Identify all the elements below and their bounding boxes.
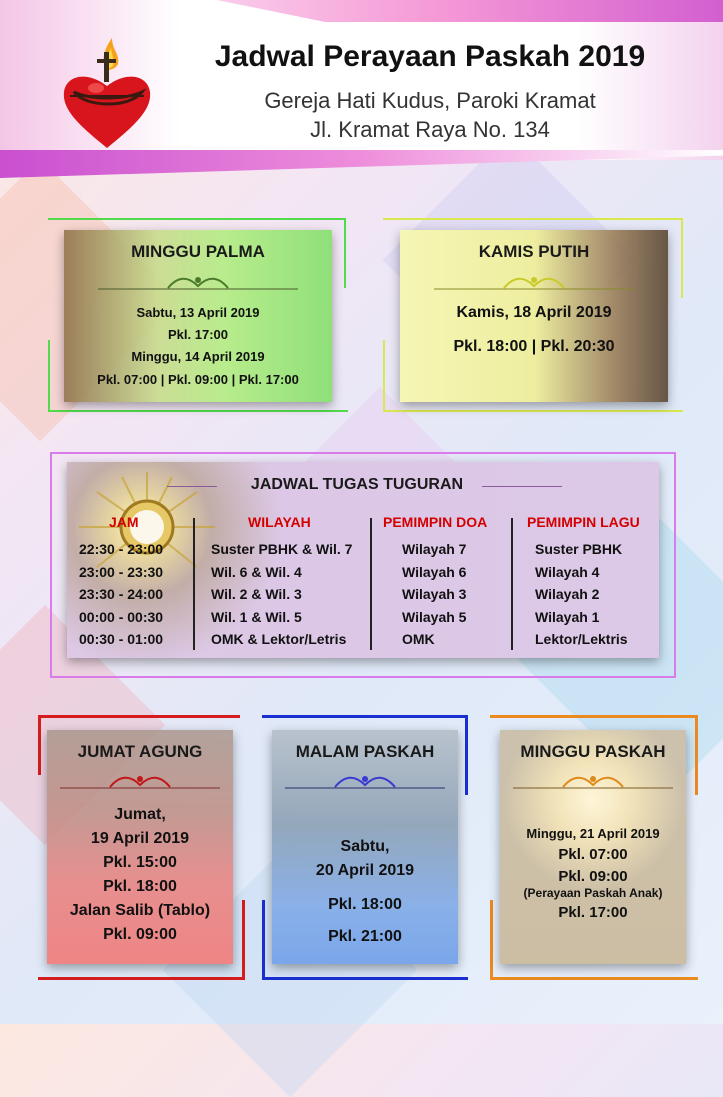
frame-line <box>50 452 52 678</box>
column-header: JAM <box>109 514 139 530</box>
frame-line <box>48 340 50 412</box>
card-malam-paskah <box>272 730 458 964</box>
jam-cell: 00:30 - 01:00 <box>79 631 164 647</box>
card-line: Pkl. 09:00 <box>103 926 177 943</box>
pemimpin-doa-cell: Wilayah 7 <box>402 541 467 557</box>
frame-line <box>50 676 676 678</box>
pemimpin-lagu-cell: Wilayah 2 <box>535 586 600 602</box>
card-line: (Perayaan Paskah Anak) <box>523 886 663 900</box>
card-line: Sabtu, <box>340 838 390 855</box>
frame-line <box>38 715 240 718</box>
page-title: Jadwal Perayaan Paskah 2019 <box>214 40 646 73</box>
frame-line <box>465 715 468 795</box>
card-line: Pkl. 07:00 <box>558 846 628 863</box>
card-title: MALAM PASKAH <box>295 742 435 761</box>
card-title: MINGGU PALMA <box>131 242 265 261</box>
card-kamis-putih <box>400 230 668 402</box>
card-title: MINGGU PASKAH <box>520 742 666 761</box>
card-line: Pkl. 17:00 <box>168 327 228 342</box>
card-line: Jumat, <box>114 806 166 823</box>
title-rule <box>482 486 562 487</box>
pemimpin-doa-cell: Wilayah 6 <box>402 563 467 580</box>
ornament-divider-icon <box>60 770 220 794</box>
card-line: Kamis, 18 April 2019 <box>456 304 612 321</box>
frame-line <box>262 900 265 980</box>
column-separator <box>193 518 195 650</box>
wilayah-cell: Wil. 2 & Wil. 3 <box>211 586 302 602</box>
card-line: Pkl. 15:00 <box>103 854 177 871</box>
jam-cell: 22:30 - 23:00 <box>79 541 164 557</box>
card-line: Pkl. 18:00 | Pkl. 20:30 <box>453 338 615 355</box>
card-line: Pkl. 18:00 <box>328 896 402 913</box>
card-line: 19 April 2019 <box>90 830 190 847</box>
frame-line <box>681 218 683 298</box>
pemimpin-lagu-cell: Suster PBHK <box>535 541 623 557</box>
pemimpin-doa-cell: OMK <box>402 631 435 647</box>
title-rule <box>167 486 217 487</box>
card-minggu-paskah <box>500 730 686 964</box>
card-line: Pkl. 18:00 <box>103 878 177 895</box>
card-line: Pkl. 21:00 <box>328 928 402 945</box>
frame-line <box>695 715 698 795</box>
wilayah-cell: Wil. 6 & Wil. 4 <box>211 563 302 580</box>
church-address: Jl. Kramat Raya No. 134 <box>310 117 550 142</box>
card-minggu-palma <box>64 230 332 402</box>
jam-cell: 00:00 - 00:30 <box>79 608 164 625</box>
frame-line <box>344 218 346 288</box>
pemimpin-doa-cell: Wilayah 3 <box>402 586 467 602</box>
ornament-divider-icon <box>98 272 298 294</box>
column-separator <box>370 518 372 650</box>
card-line: Pkl. 17:00 <box>558 904 628 921</box>
column-header: WILAYAH <box>248 514 311 530</box>
frame-line <box>383 340 385 412</box>
pemimpin-lagu-cell: Wilayah 4 <box>535 563 600 580</box>
wilayah-cell: OMK & Lektor/Letris <box>211 631 347 647</box>
card-jumat-agung <box>47 730 233 964</box>
sacred-heart-icon <box>60 30 155 155</box>
frame-line <box>50 452 676 454</box>
frame-line <box>48 410 348 412</box>
pemimpin-doa-cell: Wilayah 5 <box>402 608 467 625</box>
card-tuguran <box>67 462 659 658</box>
card-line: Minggu, 21 April 2019 <box>526 826 660 841</box>
column-separator <box>511 518 513 650</box>
frame-line <box>262 715 468 718</box>
frame-line <box>674 452 676 678</box>
header-stripe <box>0 0 723 22</box>
ornament-divider-icon <box>513 770 673 794</box>
jam-cell: 23:00 - 23:30 <box>79 563 164 580</box>
frame-line <box>490 977 698 980</box>
card-line: Sabtu, 13 April 2019 <box>136 305 260 320</box>
header-banner <box>0 0 723 160</box>
frame-line <box>242 900 245 980</box>
table-title: JADWAL TUGAS TUGURAN <box>250 476 464 493</box>
frame-line <box>490 900 493 980</box>
card-title: KAMIS PUTIH <box>478 242 590 261</box>
wilayah-cell: Suster PBHK & Wil. 7 <box>211 541 353 557</box>
column-header: PEMIMPIN DOA <box>383 514 488 530</box>
wilayah-cell: Wil. 1 & Wil. 5 <box>211 608 302 625</box>
card-line: 20 April 2019 <box>315 862 415 879</box>
frame-line <box>48 218 346 220</box>
card-line: Jalan Salib (Tablo) <box>69 902 211 919</box>
frame-line <box>383 218 683 220</box>
card-line: Pkl. 09:00 <box>558 868 628 885</box>
frame-line <box>38 715 41 775</box>
frame-line <box>262 977 468 980</box>
ornament-divider-icon <box>285 770 445 794</box>
church-name: Gereja Hati Kudus, Paroki Kramat <box>264 88 596 113</box>
frame-line <box>383 410 683 412</box>
column-header: PEMIMPIN LAGU <box>527 514 640 530</box>
jam-cell: 23:30 - 24:00 <box>79 586 164 602</box>
pemimpin-lagu-cell: Wilayah 1 <box>535 608 600 625</box>
frame-line <box>38 977 245 980</box>
card-line: Pkl. 07:00 | Pkl. 09:00 | Pkl. 17:00 <box>97 372 299 387</box>
frame-line <box>490 715 698 718</box>
card-title: JUMAT AGUNG <box>77 742 203 761</box>
ornament-divider-icon <box>434 272 634 294</box>
card-line: Minggu, 14 April 2019 <box>131 349 265 364</box>
pemimpin-lagu-cell: Lektor/Lektris <box>535 631 628 647</box>
